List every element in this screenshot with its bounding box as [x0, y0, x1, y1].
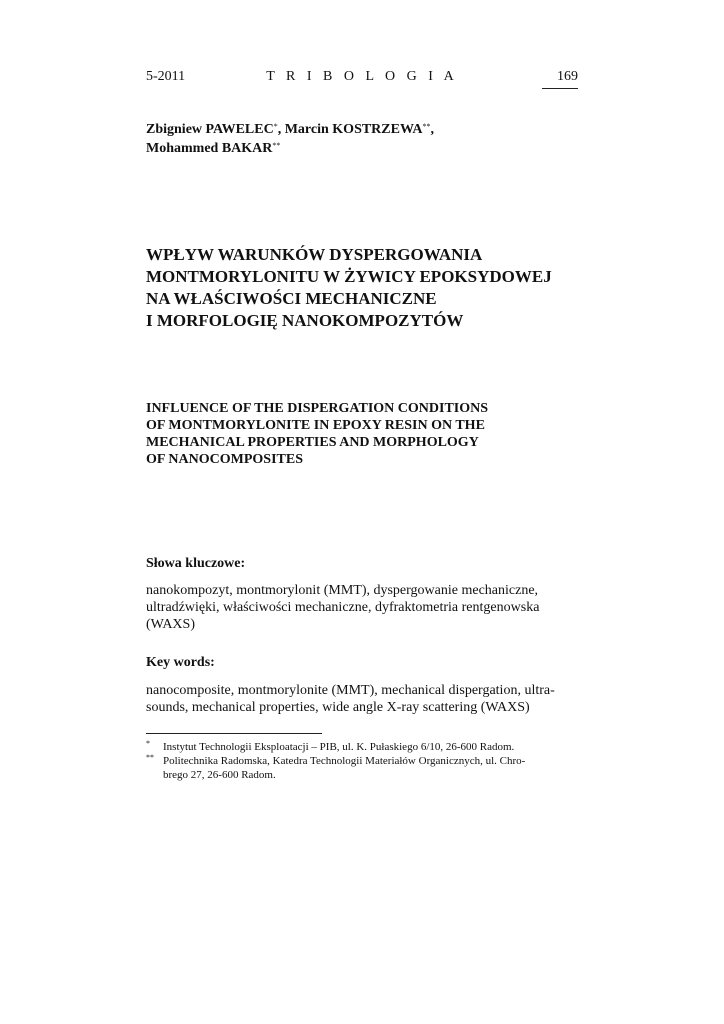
footnote: [146, 740, 578, 754]
keywords-line: (WAXS): [146, 617, 195, 632]
keywords-line: ultradźwięki, właściwości mechaniczne, dyfraktometria rentgenowska: [146, 600, 540, 615]
title-line: INFLUENCE OF THE DISPERGATION CONDITIONS: [146, 401, 489, 416]
affiliation-mark: *: [273, 122, 278, 131]
footnote-line: Instytut Technologii Eksploatacji – PIB, ul. K. Pułaskiego 6/10, 26-600 Radom.: [163, 741, 515, 753]
footnote-mark: **: [146, 753, 154, 762]
keywords-line: nanocomposite, montmorylonite (MMT), mechanical dispergation, ultra-: [146, 683, 555, 698]
keywords-line: nanokompozyt, montmorylonit (MMT), dyspergowanie mechaniczne,: [146, 583, 539, 598]
footnote-text: [163, 754, 578, 782]
affiliation-mark: **: [272, 141, 281, 150]
author-list: [146, 120, 578, 158]
author-line-2: [146, 139, 578, 158]
title-line: WPŁYW WARUNKÓW DYSPERGOWANIA: [146, 245, 483, 264]
title-line: MONTMORYLONITU W ŻYWICY EPOKSYDOWEJ: [146, 267, 552, 286]
footnote-mark: *: [146, 739, 150, 748]
footnote-line: brego 27, 26-600 Radom.: [163, 769, 276, 781]
author-separator: ,: [277, 122, 285, 137]
keywords-english-heading: Key words:: [146, 655, 215, 670]
page-number: 169: [557, 69, 578, 84]
title-polish: [146, 244, 578, 332]
title-line: OF MONTMORYLONITE IN EPOXY RESIN ON THE: [146, 418, 485, 433]
keywords-polish-text: [146, 582, 578, 633]
author-line-1: [146, 120, 578, 139]
header-rule: [542, 88, 578, 89]
author-name: Mohammed BAKAR: [146, 141, 273, 156]
issue-number: 5-2011: [146, 69, 186, 84]
footnote-text: [163, 740, 578, 754]
title-line: I MORFOLOGIĘ NANOKOMPOZYTÓW: [146, 311, 464, 330]
keywords-line: sounds, mechanical properties, wide angle X-ray scattering (WAXS): [146, 700, 530, 715]
running-header: [146, 68, 578, 90]
affiliation-mark: **: [422, 122, 431, 131]
title-line: NA WŁAŚCIWOŚCI MECHANICZNE: [146, 289, 437, 308]
keywords-polish-heading: Słowa kluczowe:: [146, 556, 246, 571]
author-name: Zbigniew PAWELEC: [146, 122, 274, 137]
title-line: OF NANOCOMPOSITES: [146, 452, 303, 467]
journal-name: T R I B O L O G I A: [266, 69, 458, 84]
author-name: Marcin KOSTRZEWA: [284, 122, 423, 137]
keywords-english-text: [146, 682, 578, 716]
footnotes: [146, 740, 578, 782]
author-separator: ,: [430, 122, 435, 137]
footnote-line: Politechnika Radomska, Katedra Technologii Materiałów Organicznych, ul. Chro-: [163, 755, 526, 767]
title-line: MECHANICAL PROPERTIES AND MORPHOLOGY: [146, 435, 479, 450]
footnote-rule: [146, 733, 322, 734]
footnote: [146, 754, 578, 782]
title-english: [146, 400, 578, 468]
